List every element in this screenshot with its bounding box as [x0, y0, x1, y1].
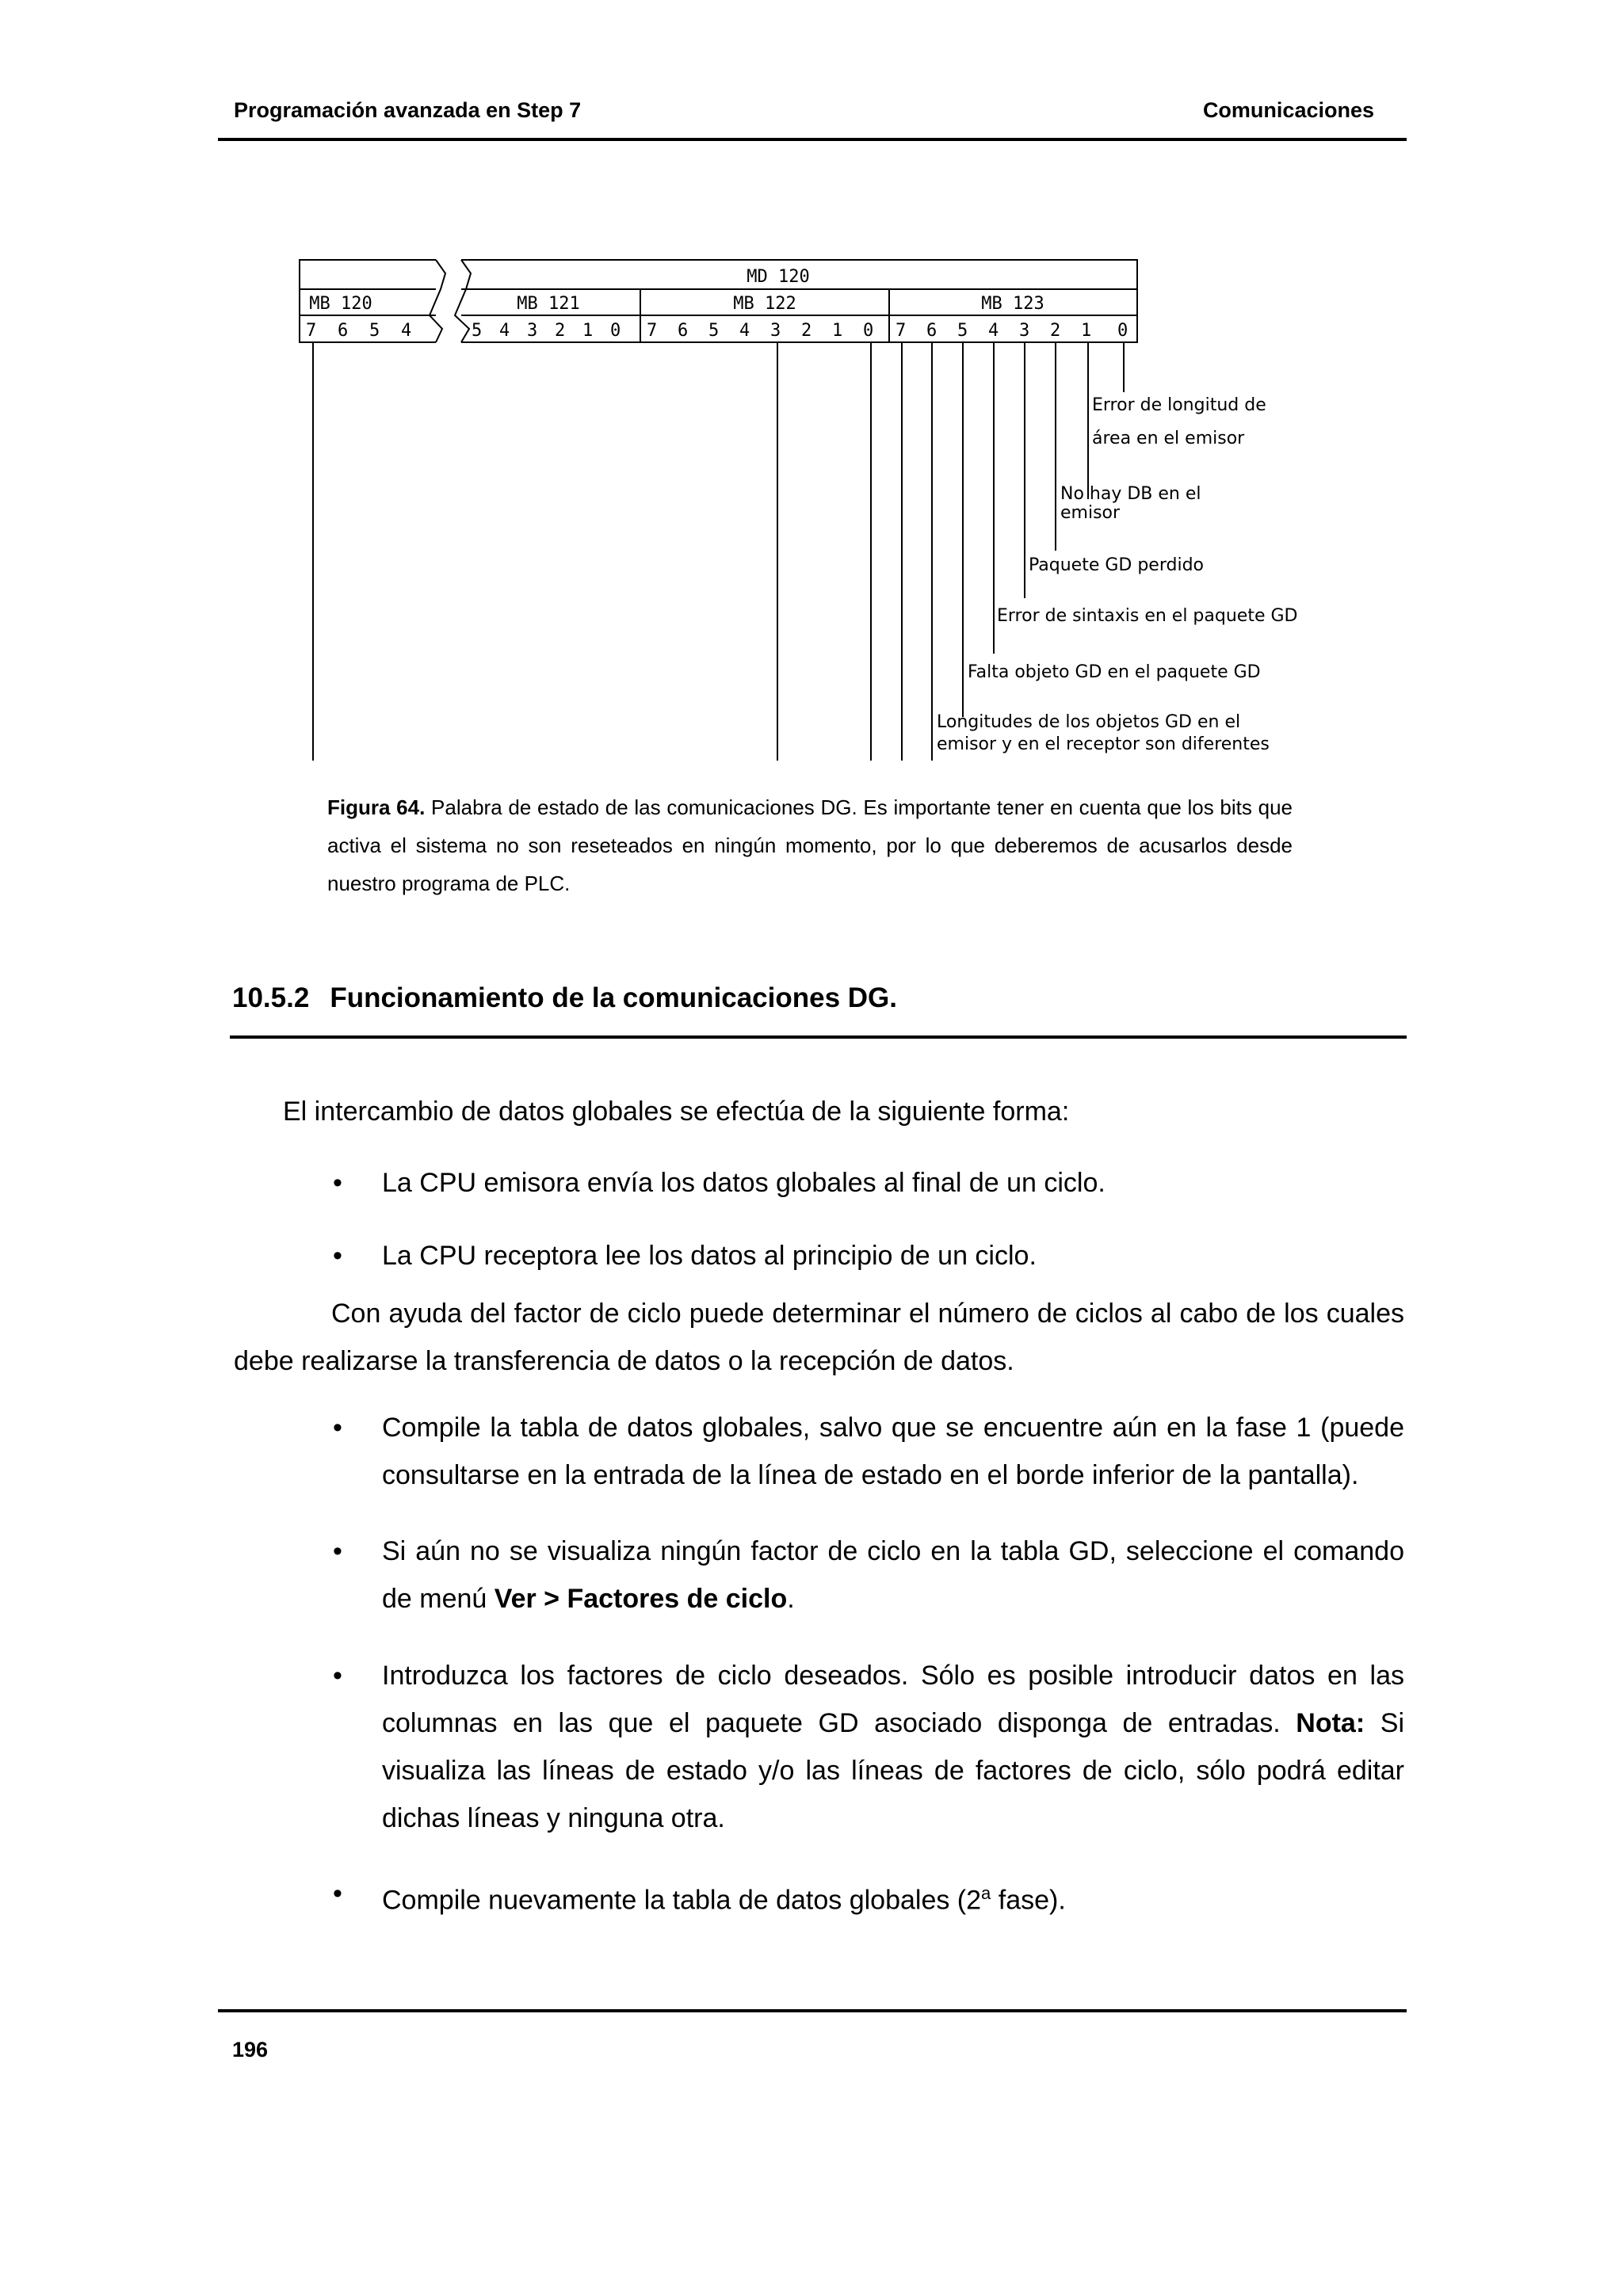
section-number: 10.5.2	[232, 982, 310, 1013]
byte-label: MB 122	[733, 294, 796, 314]
bullet-mark: •	[333, 1241, 342, 1271]
bit-label: 0	[1117, 321, 1128, 341]
annotation-text: Paquete GD perdido	[1029, 555, 1204, 575]
text-run: fase).	[991, 1885, 1066, 1916]
text-run: Si aún no se visualiza ningún factor de ciclo en la tabla GD, seleccione el comando de menú	[382, 1536, 1404, 1614]
bit-label: 1	[582, 321, 594, 341]
bit-label: 2	[555, 321, 566, 341]
note-label: Nota:	[1296, 1708, 1365, 1738]
bit-label: 2	[1050, 321, 1061, 341]
bit-label: 5	[957, 321, 968, 341]
annotation-text: Error de longitud de	[1092, 395, 1266, 415]
byte-label: MB 120	[309, 294, 372, 314]
bit-label: 7	[896, 321, 907, 341]
bit-label: 7	[647, 321, 658, 341]
annotation-text: emisor	[1060, 503, 1121, 523]
md120-label: MD 120	[747, 267, 810, 287]
list-item-text	[382, 1870, 1404, 1924]
cycle-factor-paragraph: Con ayuda del factor de ciclo puede determinar el número de ciclos al cabo de los cuales debe realizarse la transferencia de datos o la recepción de datos.	[234, 1299, 1404, 1376]
intro-paragraph: El intercambio de datos globales se efectúa de la siguiente forma:	[283, 1097, 1070, 1127]
list-item-text	[382, 1527, 1404, 1623]
bit-label: 4	[988, 321, 999, 341]
running-header-title: Programación avanzada en Step 7	[234, 98, 582, 122]
bit-label: 6	[678, 321, 689, 341]
menu-command: Ver > Factores de ciclo	[494, 1584, 788, 1614]
text-run: Introduzca los factores de ciclo deseados. Sólo es posible introducir datos en las columnas en las que el paquete GD asociado disponga de entradas.	[382, 1661, 1404, 1738]
bit-label: 2	[801, 321, 812, 341]
bit-label: 1	[832, 321, 843, 341]
bit-label: 4	[401, 321, 412, 341]
bit-label: 5	[472, 321, 483, 341]
break-right	[455, 260, 471, 342]
bit-label: 1	[1081, 321, 1092, 341]
annotation-text: Falta objeto GD en el paquete GD	[968, 662, 1261, 682]
running-header-chapter: Comunicaciones	[1202, 98, 1374, 122]
bit-label: 4	[499, 321, 510, 341]
figure-caption-text: Palabra de estado de las comunicaciones DG. Es importante tener en cuenta que los bits que activa el sistema no son reseteados en ningún momento, por lo que deberemos de acusarlos desde nuestro programa de PLC.	[327, 795, 1293, 895]
text-run: .	[787, 1584, 795, 1614]
superscript: a	[981, 1883, 991, 1903]
annotation-text: emisor y en el receptor son diferentes	[937, 734, 1270, 754]
footer-rule	[218, 2009, 1407, 2012]
text-run: Si visualiza las líneas de estado y/o las líneas de factores de ciclo, sólo podrá editar dichas líneas y ninguna otra.	[382, 1708, 1404, 1833]
bit-label: 3	[1019, 321, 1030, 341]
section-rule	[230, 1035, 1407, 1039]
list-item-text: Compile la tabla de datos globales, salvo que se encuentre aún en la fase 1 (puede consultarse en la entrada de la línea de estado en el borde inferior de la pantalla).	[382, 1413, 1404, 1490]
bullet-mark: •	[333, 1536, 342, 1566]
bit-label: 5	[369, 321, 380, 341]
section-heading	[232, 982, 897, 1014]
bullet-mark: •	[333, 1661, 342, 1691]
byte-label: MB 121	[517, 294, 580, 314]
bit-label: 0	[863, 321, 874, 341]
bit-label: 3	[527, 321, 538, 341]
list-item-text	[382, 1652, 1404, 1842]
list-item-text: La CPU emisora envía los datos globales al final de un ciclo.	[382, 1168, 1106, 1198]
list-item-text: La CPU receptora lee los datos al principio de un ciclo.	[382, 1241, 1037, 1271]
annotation-text: Longitudes de los objetos GD en el	[937, 712, 1241, 732]
status-word-diagram	[293, 254, 1323, 776]
annotation-text: Error de sintaxis en el paquete GD	[997, 606, 1298, 626]
bit-label: 3	[770, 321, 781, 341]
bit-label: 4	[739, 321, 750, 341]
bullet-mark: •	[333, 1168, 342, 1198]
section-title: Funcionamiento de la comunicaciones DG.	[330, 982, 898, 1013]
figure-label: Figura 64.	[327, 795, 426, 819]
text-run: Compile nuevamente la tabla de datos globales (2	[382, 1885, 982, 1916]
header-rule	[218, 138, 1407, 141]
annotation-text: área en el emisor	[1092, 429, 1245, 448]
page-number: 196	[232, 2038, 269, 2061]
bit-label: 6	[926, 321, 938, 341]
bullet-mark: •	[333, 1413, 342, 1443]
annotation-text: No hay DB en el	[1060, 484, 1201, 504]
byte-label: MB 123	[981, 294, 1044, 314]
bit-label: 6	[338, 321, 349, 341]
bit-label: 5	[708, 321, 720, 341]
bit-label: 7	[306, 321, 317, 341]
bullet-mark: •	[333, 1878, 342, 1909]
figure-caption	[327, 788, 1293, 902]
bit-label: 0	[610, 321, 621, 341]
break-left	[430, 260, 445, 342]
